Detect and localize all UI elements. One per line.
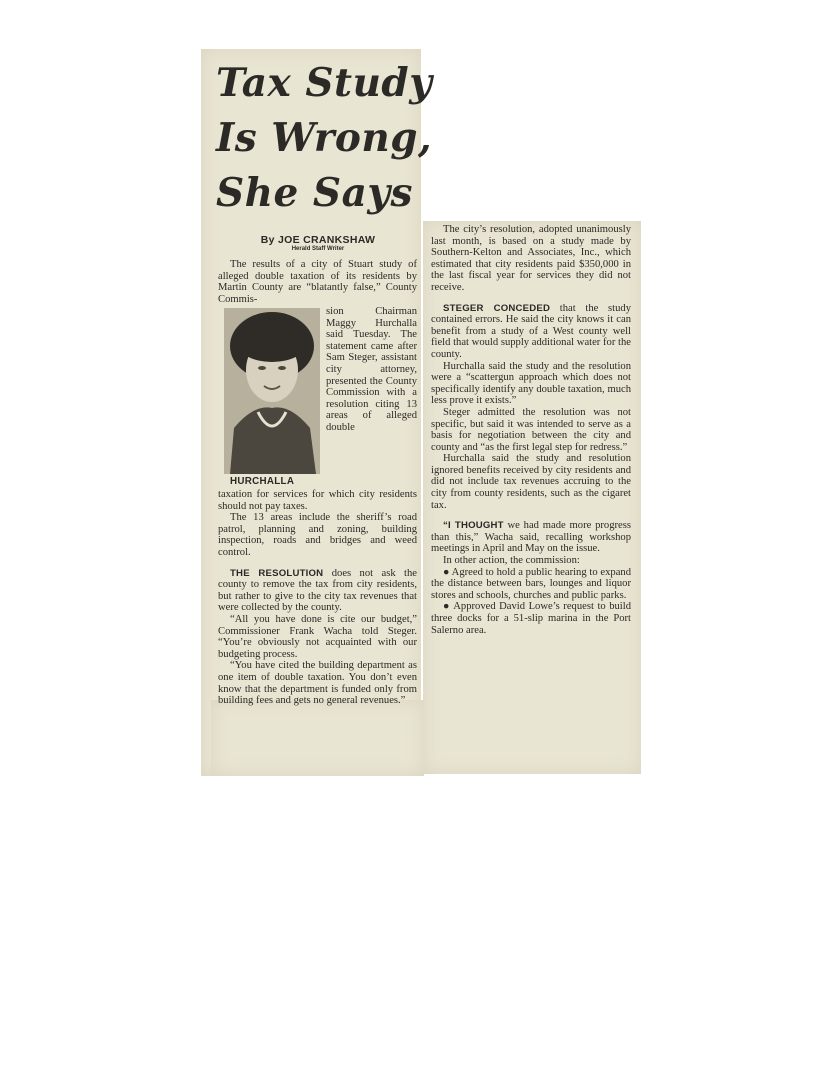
article-intro (218, 259, 417, 305)
byline (218, 234, 418, 252)
intro-paragraph: The results of a city of Stuart study of alleged double taxation of its residents by Martin County are “blatantly false,” County Commis- (218, 259, 417, 305)
clipping-bottom-strip (211, 700, 424, 776)
headline-line-1: Tax Study (216, 60, 433, 106)
left-paragraph-1: taxation for services for which city residents should not pay taxes. (218, 489, 417, 512)
headline-line-3: She Says (216, 170, 413, 216)
article-right-column (431, 224, 631, 636)
right-paragraph-1: The city’s resolution, adopted unanimously last month, is based on a study made by Southern-Kelton and Associates, Inc., which estimated that city residents paid $350,000 in the last fiscal year for services they did not receive. (431, 224, 631, 293)
portrait-photo (224, 308, 320, 474)
right-paragraph-4: Steger admitted the resolution was not specific, but said it was intended to serve as a basis for negotiation between the city and county and “as the first legal step for redress.” (431, 406, 631, 453)
headline (216, 56, 433, 221)
wrap-paragraph: sion Chairman Maggy Hurchalla said Tuesday. The statement came after Sam Steger, assistant city attorney, presented the County Commission with a resolution citing 13 areas of alleged double (326, 306, 417, 433)
right-paragraph-8: ● Agreed to hold a public hearing to expand the distance between bars, lounges and liquor stores and schools, churches and public parks. (431, 566, 631, 601)
left-paragraph-4: “All you have done is cite our budget,” Commissioner Frank Wacha told Steger. “You’re obviously not acquainted with our budgeting process. (218, 613, 417, 660)
left-paragraph-5: “You have cited the building department as one item of double taxation. You don’t even know that the department is funded only from building fees and gets no general revenues.” (218, 660, 417, 707)
article-left-column (218, 489, 417, 707)
headline-line-2: Is Wrong, (216, 115, 433, 161)
byline-author: By JOE CRANKSHAW (260, 234, 376, 246)
photo-caption: HURCHALLA (230, 476, 295, 487)
right-paragraph-2: STEGER CONCEDED that the study contained errors. He said the city knows it can benefit from a study of a West county well field that would supply additional water for the county. (431, 302, 631, 360)
right-paragraph-9: ● Approved David Lowe’s request to build three docks for a 51-slip marina in the Port Salerno area. (431, 601, 631, 636)
right-paragraph-3: Hurchalla said the study and the resolution were a “scattergun approach which does not specifically identify any double taxation, much less prove it exists.” (431, 360, 631, 407)
article-wrap-text (326, 306, 417, 434)
left-paragraph-3: THE RESOLUTION does not ask the county to remove the tax from city residents, but rather to give to the city tax revenues that were collected by the county. (218, 567, 417, 614)
byline-role: Herald Staff Writer (291, 246, 345, 252)
portrait-illustration (224, 308, 320, 474)
right-paragraph-5: Hurchalla said the study and resolution ignored benefits received by city residents and did not include tax revenues accruing to the city from county residents, such as the cigaret tax. (431, 453, 631, 511)
right-paragraph-7: In other action, the commission: (443, 555, 580, 567)
right-paragraph-6: “I THOUGHT we had made more progress than this,” Wacha said, recalling workshop meetings in April and May on the issue. (431, 520, 631, 555)
left-paragraph-2: The 13 areas include the sheriff’s road patrol, planning and zoning, building inspection, roads and bridges and weed control. (218, 512, 417, 558)
